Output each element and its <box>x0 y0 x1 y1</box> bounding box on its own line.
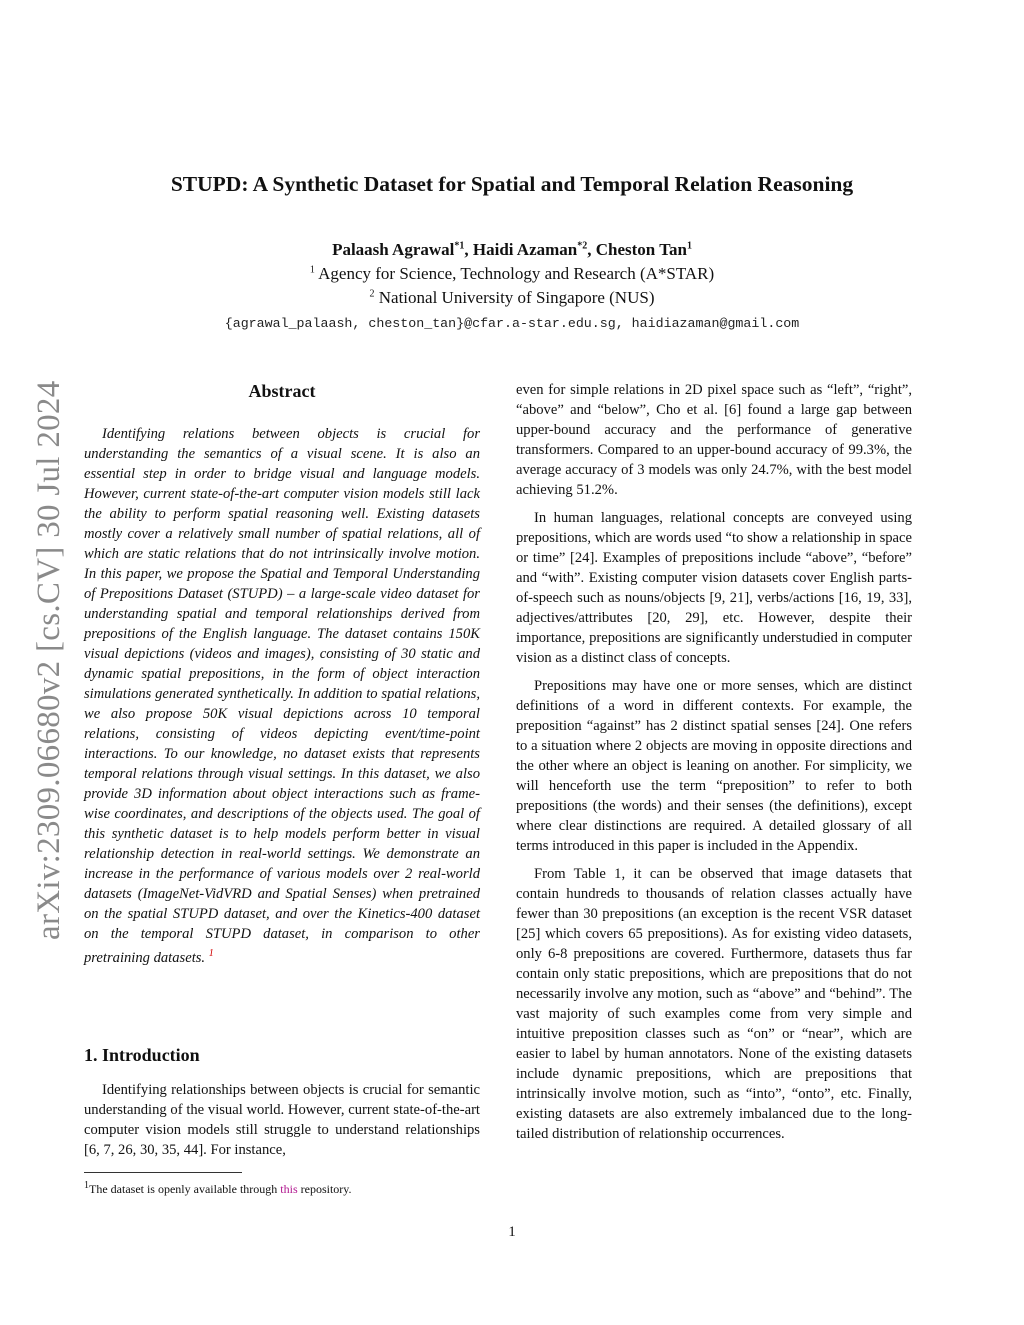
paragraph: Prepositions may have one or more senses, which are distinct definitions of a word in different contexts. For example, the preposition “against” has 2 distinct spatial senses [24]. One refers to a situation where 2 objects are moving in opposite directions and the other where an object is leaning on another. For simplicity, we will henceforth use the term “preposition” to refer to both prepositions (the words) and their senses (the definitions), except where clear distinctions are required. A detailed glossary of all terms introduced in this paper is included in the Appendix. <box>516 678 912 854</box>
repository-link[interactable]: this <box>280 1182 298 1196</box>
paragraph: From Table 1, it can be observed that image datasets that contain hundreds to thousands of relation classes actually have fewer than 30 prepositions (an exception is the recent VSR dataset [25] which covers 65 prepositions). As for existing video datasets, only 6-8 prepositions are covered. Furthermore, datasets thus far contain only static prepositions, which are prepositions that do not necessarily involve any motion, such as “above” and “behind”. The vast majority of such examples come from very simple and intuitive preposition classes such as “on” or “near”, which are easier to label by human annotators. None of the existing datasets include dynamic prepositions, which are prepositions that intrinsically involve motion, such as “into”, “onto”, etc. Finally, existing datasets are also extremely imbalanced due to the long-tailed distribution of relationship occurrences. <box>516 866 912 1142</box>
arxiv-stamp: arXiv:2309.06680v2 [cs.CV] 30 Jul 2024 <box>31 380 67 940</box>
abstract-heading: Abstract <box>248 381 316 401</box>
author-name: Cheston Tan <box>595 240 687 259</box>
author-list: Palaash Agrawal$^{*1}$, Haidi Azaman$^{*2}$, Cheston Tan$^1$ <box>332 240 692 259</box>
paragraph: In human languages, relational concepts are conveyed using prepositions, which are words used “to show a relationship in space or time” [24]. Examples of prepositions include “above”, “before” and “with”. Existing computer vision datasets cover English parts-of-speech such as nouns/objects [9, 21], verbs/actions [16, 19, 33], adjectives/attributes [20, 29], etc. However, despite their importance, prepositions are significantly understudied in computer vision as a distinct class of concepts. <box>516 510 912 666</box>
footnote-text: The dataset is openly available through <box>89 1182 281 1196</box>
affiliation-sup: 1 <box>309 264 315 276</box>
author-sup: 1 <box>686 240 692 252</box>
right-column <box>516 380 912 1152</box>
affiliation-text: Agency for Science, Technology and Research (A*STAR) <box>318 264 715 283</box>
page-number: 1 <box>508 1224 516 1240</box>
affiliation <box>60 264 964 284</box>
author-sup: *1 <box>454 240 465 252</box>
abstract-body <box>84 424 480 968</box>
footnote-text: repository. <box>297 1182 352 1196</box>
author-name: Haidi Azaman <box>472 240 578 259</box>
affiliation <box>60 288 964 308</box>
intro-column <box>84 1080 480 1168</box>
author-sup: *2 <box>577 240 588 252</box>
author-emails: {agrawal_palaash, cheston_tan}@cfar.a-star.edu.sg, haidiazaman@gmail.com <box>224 316 800 331</box>
section-heading: 1. Introduction <box>84 1045 200 1065</box>
footnote <box>84 1178 480 1197</box>
footnote-ref[interactable]: 1 <box>208 948 214 959</box>
paragraph: Identifying relationships between objects is crucial for semantic understanding of the visual world. However, current state-of-the-art computer vision models still struggle to understand relationships [6, 7, 26, 30, 35, 44]. For instance, <box>84 1082 480 1158</box>
paragraph: even for simple relations in 2D pixel space such as “left”, “right”, “above” and “below”, Cho et al. [6] found a large gap between upper-bound accuracy and the performance of generative transformers. Compared to an upper-bound accuracy of 99.3%, the average accuracy of 3 models was only 24.7%, with the best model achieving 51.2%. <box>516 382 912 498</box>
author-name: Palaash Agrawal <box>332 240 455 259</box>
footnote-rule <box>84 1172 242 1173</box>
footnote-mark: 1 <box>84 1180 89 1191</box>
abstract-text: Identifying relations between objects is crucial for understanding the semantics of a visual scene. It is also an essential step in order to bridge visual and language models. However, current state-of-the-art computer vision models still lack the ability to perform spatial reasoning well. Existing datasets mostly cover a relatively small number of spatial relations, all of which are static relations that do not intrinsically involve motion. In this paper, we propose the Spatial and Temporal Understanding of Prepositions Dataset (STUPD) – a large-scale video dataset for understanding spatial and temporal relationships derived from prepositions of the English language. The dataset contains 150K visual depictions (videos and images), consisting of 30 static and dynamic spatial prepositions, in the form of object interaction simulations generated synthetically. In addition to spatial relations, we also propose 50K visual depictions across 10 temporal relations, consisting of videos depicting event/time-point interactions. To our knowledge, no dataset exists that represents temporal relations through visual settings. In this dataset, we also provide 3D information about object interactions such as frame-wise coordinates, and descriptions of the objects used. The goal of this synthetic dataset is to help models perform better in visual relationship detection in real-world settings. We demonstrate an increase in the performance of various models over 2 real-world datasets (ImageNet-VidVRD and Spatial Senses) when pretrained on the spatial STUPD dataset, and over the Kinetics-400 dataset on the temporal STUPD dataset, in comparison to other pretraining datasets. <box>84 426 480 966</box>
affiliation-sup: 2 <box>369 288 375 300</box>
paper-title: STUPD: A Synthetic Dataset for Spatial and Temporal Relation Reasoning <box>170 172 854 196</box>
affiliation-text: National University of Singapore (NUS) <box>378 288 655 307</box>
